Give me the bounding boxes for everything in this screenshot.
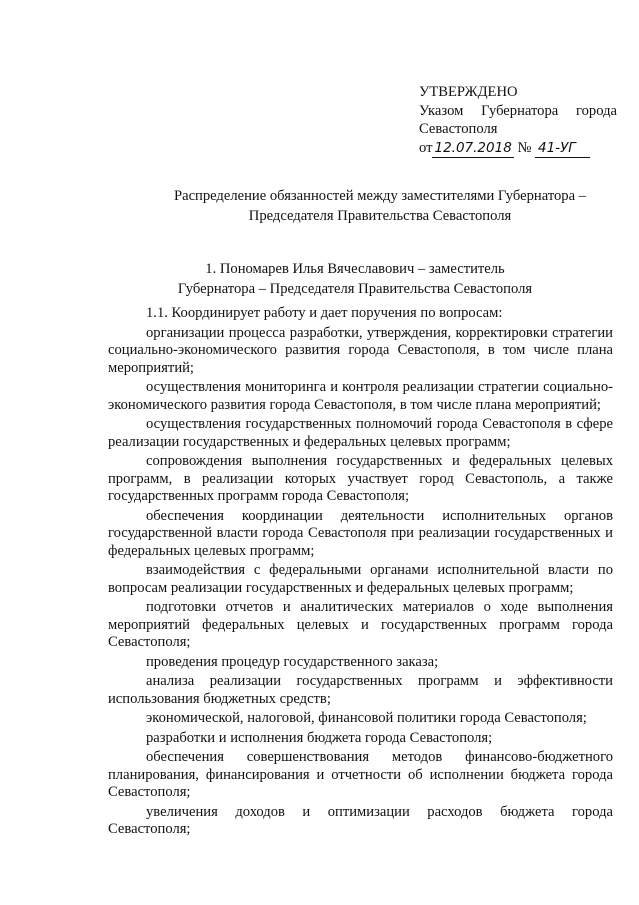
- title-line-2: Председателя Правительства Севастополя: [248, 208, 512, 224]
- list-item: обеспечения совершенствования методов финансово-бюджетного планирования, финансирования и отчетности об исполнении бюджета города Севастополя;: [108, 749, 613, 800]
- date-prefix: от: [419, 139, 433, 156]
- list-item: увеличения доходов и оптимизации расходов бюджета города Севастополя;: [108, 803, 613, 837]
- section-line-2: Губернатора – Председателя Правительства Севастополя: [177, 280, 533, 297]
- document-title: [110, 186, 639, 226]
- list-item: разработки и исполнения бюджета города Севастополя;: [146, 729, 493, 746]
- list-item: проведения процедур государственного заказа;: [146, 653, 439, 670]
- list-item: подготовки отчетов и аналитических материалов о ходе выполнения мероприятий федеральных целевых и государственных программ города Севастополя;: [108, 599, 613, 650]
- approval-line-1: Указом Губернатора города: [419, 102, 617, 119]
- approval-block: [419, 83, 617, 158]
- handwritten-number: 41-УГ: [535, 139, 590, 159]
- list-item: осуществления мониторинга и контроля реализации стратегии социально-экономического развития города Севастополя, в том числе плана мероприятий;: [108, 379, 613, 413]
- list-item: экономической, налоговой, финансовой политики города Севастополя;: [146, 710, 587, 726]
- intro-paragraph: 1.1. Координирует работу и дает поручения по вопросам:: [146, 305, 503, 321]
- list-item: осуществления государственных полномочий города Севастополя в сфере реализации государственных и федеральных целевых программ;: [108, 416, 613, 450]
- approval-heading: УТВЕРЖДЕНО: [419, 84, 518, 100]
- number-prefix: №: [517, 139, 532, 156]
- list-item: взаимодействия с федеральными органами исполнительной власти по вопросам реализации государственных и федеральных целевых программ;: [108, 562, 613, 596]
- section-line-1: 1. Пономарев Илья Вячеславович – заместитель: [205, 261, 505, 277]
- list-item: организации процесса разработки, утверждения, корректировки стратегии социально-экономического развития города Севастополя, в том числе плана мероприятий;: [108, 324, 613, 376]
- section-heading: [135, 260, 575, 299]
- list-item: анализа реализации государственных программ и эффективности использования бюджетных средств;: [108, 673, 613, 707]
- approval-line-2: Севастополя: [419, 121, 498, 137]
- handwritten-date: 12.07.2018: [432, 139, 513, 159]
- list-item: сопровождения выполнения государственных и федеральных целевых программ, в реализации которых участвует город Севастополь, а также государственных программ города Севастополя;: [108, 453, 613, 504]
- approval-date-line: [419, 139, 617, 159]
- title-line-1: Распределение обязанностей между заместителями Губернатора –: [173, 188, 587, 204]
- document-body: [108, 305, 613, 841]
- list-item: обеспечения координации деятельности исполнительных органов государственной власти города Севастополя при реализации государственных и федеральных целевых программ;: [108, 507, 613, 559]
